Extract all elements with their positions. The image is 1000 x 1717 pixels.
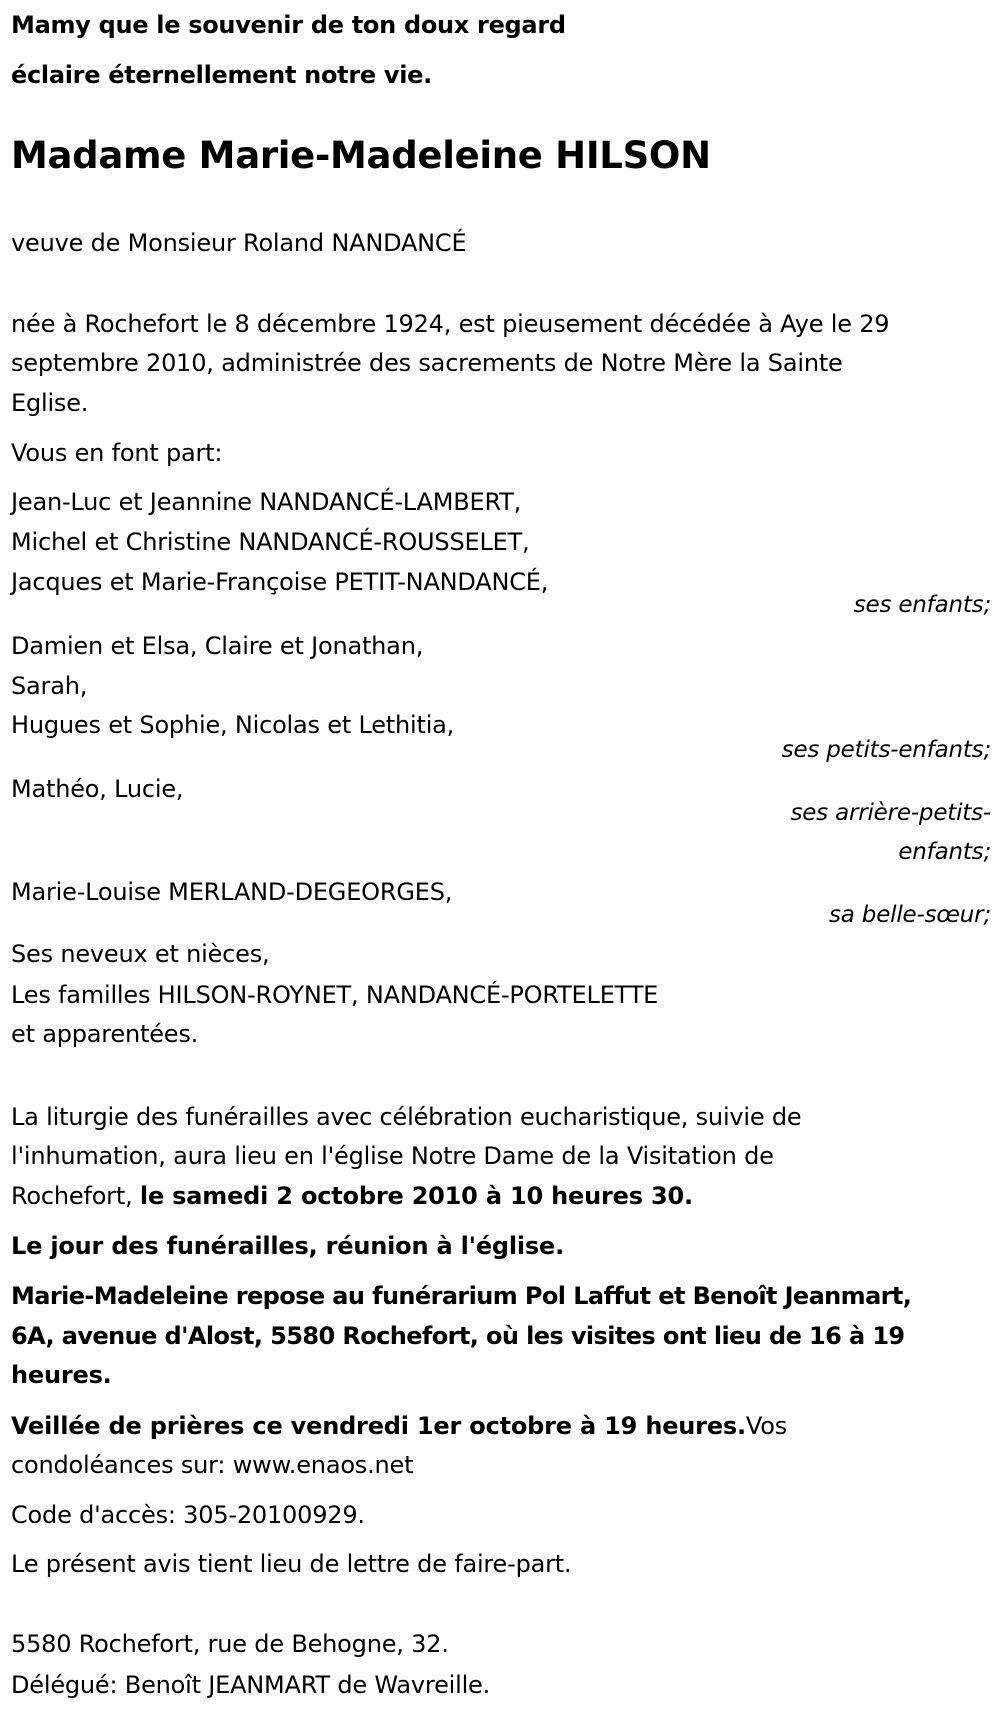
vigil-info: Veillée de prières ce vendredi 1er octobre à 19 heures. (11, 1412, 746, 1440)
announce-intro: Vous en font part: (11, 439, 223, 467)
grandchildren-role: ses petits-enfants; (781, 737, 991, 763)
notice-text: Le présent avis tient lieu de lettre de faire-part. (11, 1550, 572, 1578)
birth-death-line-2: septembre 2010, administrée des sacrements de Notre Mère la Sainte (11, 349, 843, 377)
vigil-line-1 (11, 1411, 787, 1441)
funeral-datetime: le samedi 2 octobre 2010 à 10 heures 30. (139, 1182, 693, 1210)
birth-death-line-1: née à Rochefort le 8 décembre 1924, est pieusement décédée à Aye le 29 (11, 310, 890, 338)
great-grandchildren-role-line-1: ses arrière-petits- (790, 800, 991, 826)
funeral-line-1: La liturgie des funérailles avec célébration eucharistique, suivie de (11, 1103, 802, 1131)
birth-death-line-3: Eglise. (11, 389, 89, 417)
other-relatives: Les familles HILSON-ROYNET, NANDANCÉ-PORTELETTE (11, 981, 659, 1009)
sister-in-law-name: Marie-Louise MERLAND-DEGEORGES, (11, 878, 453, 906)
sister-in-law-role: sa belle-sœur; (829, 902, 991, 928)
funeral-location: Rochefort, (11, 1182, 140, 1210)
epigraph-line-1: Mamy que le souvenir de ton doux regard (11, 11, 566, 39)
great-grandchildren-name: Mathéo, Lucie, (11, 775, 184, 803)
epigraph-line-2: éclaire éternellement notre vie. (11, 61, 432, 89)
condolences-link: condoléances sur: www.enaos.net (11, 1451, 414, 1479)
children-name: Jean-Luc et Jeannine NANDANCÉ-LAMBERT, (11, 488, 522, 516)
condolences-lead: Vos (745, 1412, 788, 1440)
deceased-name-title: Madame Marie-Madeleine HILSON (11, 134, 711, 177)
access-code: Code d'accès: 305-20100929. (11, 1501, 365, 1529)
repose-line-3: heures. (11, 1361, 112, 1389)
funeral-line-3 (11, 1181, 693, 1211)
repose-line-1: Marie-Madeleine repose au funérarium Pol Laffut et Benoît Jeanmart, (11, 1282, 912, 1310)
footer-delegate: Délégué: Benoît JEANMART de Wavreille. (11, 1671, 491, 1699)
grandchildren-name: Hugues et Sophie, Nicolas et Lethitia, (11, 711, 455, 739)
footer-address: 5580 Rochefort, rue de Behogne, 32. (11, 1630, 449, 1658)
great-grandchildren-role-line-2: enfants; (898, 839, 991, 865)
children-name: Jacques et Marie-Françoise PETIT-NANDANCÉ, (11, 568, 549, 596)
children-name: Michel et Christine NANDANCÉ-ROUSSELET, (11, 528, 530, 556)
grandchildren-name: Sarah, (11, 672, 88, 700)
other-relatives: et apparentées. (11, 1020, 199, 1048)
children-role: ses enfants; (853, 592, 991, 618)
funeral-line-2: l'inhumation, aura lieu en l'église Notre Dame de la Visitation de (11, 1142, 774, 1170)
repose-line-2: 6A, avenue d'Alost, 5580 Rochefort, où les visites ont lieu de 16 à 19 (11, 1322, 905, 1350)
meeting-note: Le jour des funérailles, réunion à l'église. (11, 1232, 565, 1260)
grandchildren-name: Damien et Elsa, Claire et Jonathan, (11, 632, 424, 660)
other-relatives: Ses neveux et nièces, (11, 940, 270, 968)
widow-of: veuve de Monsieur Roland NANDANCÉ (11, 229, 467, 257)
